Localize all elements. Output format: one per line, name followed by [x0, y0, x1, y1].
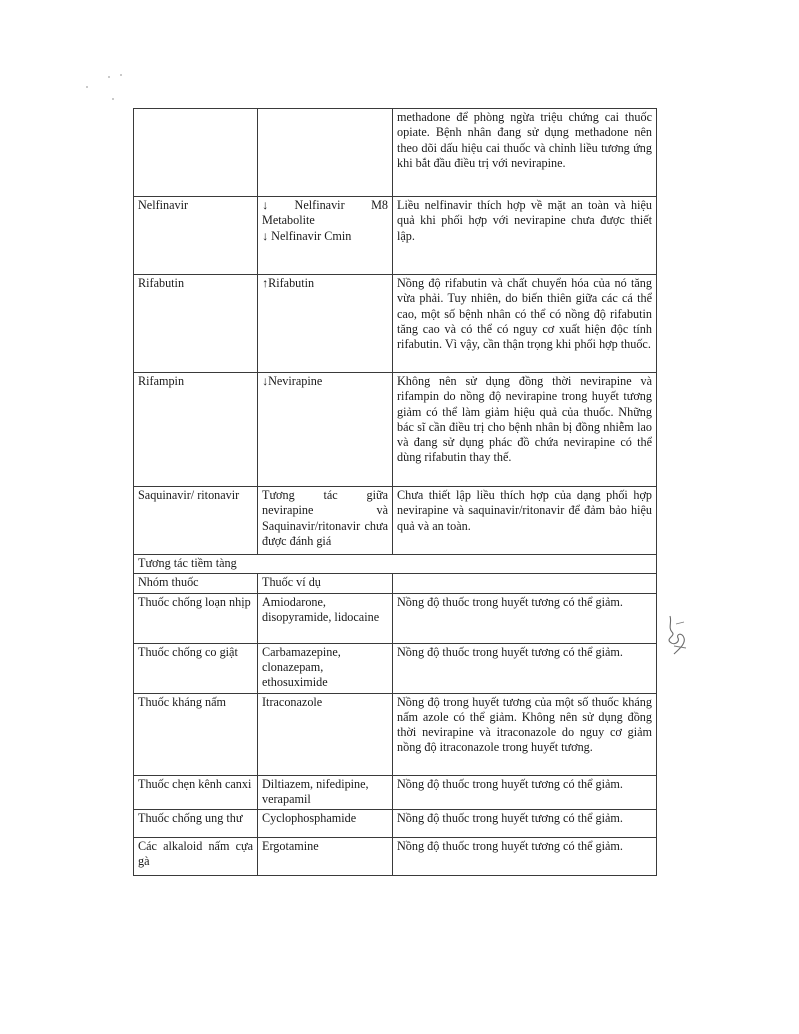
effect-cell	[258, 109, 393, 197]
drug-name-cell: Saquinavir/ ritonavir	[134, 487, 258, 555]
drug-class-cell: Thuốc chẹn kênh canxi	[134, 775, 258, 810]
effect-cell	[258, 197, 393, 275]
effect-line: ↑Rifabutin	[262, 276, 315, 290]
table-row	[134, 593, 657, 643]
comment-cell: Nồng độ thuốc trong huyết tương có thể giảm.	[393, 593, 657, 643]
drug-class-cell: Thuốc chống co giật	[134, 643, 258, 693]
group-header-comment	[393, 574, 657, 593]
table-row	[134, 693, 657, 775]
effect-line: ↓ Nelfinavir M8 Metabolite	[262, 198, 388, 228]
table-row	[134, 275, 657, 373]
drug-name-cell: Nelfinavir	[134, 197, 258, 275]
effect-line: Tương tác giữa nevirapine và Saquinavir/ritonavir chưa được đánh giá	[262, 488, 388, 548]
drug-class-cell: Các alkaloid nấm cựa gà	[134, 838, 258, 876]
group-header-drug-class: Nhóm thuốc	[134, 574, 258, 593]
table-row	[134, 487, 657, 555]
drug-class-cell: Thuốc chống ung thư	[134, 810, 258, 838]
scan-specks	[80, 70, 140, 110]
comment-cell: Nồng độ trong huyết tương của một số thuốc kháng nấm azole có thể giảm. Không nên sử dụng đồng thời nevirapine và itraconazole do nguy cơ giảm nồng độ itraconazole trong huyết tương.	[393, 693, 657, 775]
effect-cell	[258, 487, 393, 555]
comment-cell: Chưa thiết lập liều thích hợp của dạng phối hợp nevirapine và saquinavir/ritonavir để đảm bảo hiệu quả và an toàn.	[393, 487, 657, 555]
effect-line: ↓ Nelfinavir Cmin	[262, 228, 352, 243]
examples-cell: Diltiazem, nifedipine, verapamil	[258, 775, 393, 810]
drug-name-cell: Rifampin	[134, 373, 258, 487]
drug-class-cell: Thuốc kháng nấm	[134, 693, 258, 775]
drug-interaction-table	[133, 108, 657, 876]
table-row	[134, 810, 657, 838]
table-row	[134, 373, 657, 487]
comment-cell: Nồng độ thuốc trong huyết tương có thể giảm.	[393, 643, 657, 693]
table-row	[134, 109, 657, 197]
table-row	[134, 775, 657, 810]
signature-mark	[662, 612, 690, 657]
comment-cell: Liều nelfinavir thích hợp về mặt an toàn và hiệu quả khi phối hợp với nevirapine chưa được thiết lập.	[393, 197, 657, 275]
examples-cell: Itraconazole	[258, 693, 393, 775]
examples-cell: Cyclophosphamide	[258, 810, 393, 838]
drug-name-cell	[134, 109, 258, 197]
section-title: Tương tác tiềm tàng	[134, 555, 657, 574]
comment-cell: Nồng độ thuốc trong huyết tương có thể giảm.	[393, 775, 657, 810]
comment-cell: Nồng độ thuốc trong huyết tương có thể giảm.	[393, 810, 657, 838]
drug-name-cell: Rifabutin	[134, 275, 258, 373]
group-header-row	[134, 574, 657, 593]
comment-cell: Nồng độ thuốc trong huyết tương có thể giảm.	[393, 838, 657, 876]
table-row	[134, 197, 657, 275]
effect-cell	[258, 275, 393, 373]
comment-cell: Nồng độ rifabutin và chất chuyển hóa của nó tăng vừa phải. Tuy nhiên, do biến thiên giữa các cá thể cao, một số bệnh nhân có thể có nồng độ rifabutin tăng cao và có thể có nguy cơ xuất hiện độc tính rifabutin. Vì vậy, cần thận trọng khi phối hợp thuốc.	[393, 275, 657, 373]
comment-cell: methadone để phòng ngừa triệu chứng cai thuốc opiate. Bệnh nhân đang sử dụng methadone nên theo dõi dấu hiệu cai thuốc và chỉnh liều tương ứng khi bắt đầu điều trị với nevirapine.	[393, 109, 657, 197]
comment-cell: Không nên sử dụng đồng thời nevirapine và rifampin do nồng độ nevirapine trong huyết tương giảm có thể làm giảm hiệu quả của thuốc. Những bác sĩ cần điều trị cho bệnh nhân bị đồng nhiễm lao và đang sử dụng phác đồ chứa nevirapine có thể dùng rifabutin thay thế.	[393, 373, 657, 487]
examples-cell: Ergotamine	[258, 838, 393, 876]
table-row	[134, 643, 657, 693]
effect-cell	[258, 373, 393, 487]
group-header-examples: Thuốc ví dụ	[258, 574, 393, 593]
examples-cell: Amiodarone, disopyramide, lidocaine	[258, 593, 393, 643]
effect-line: ↓Nevirapine	[262, 374, 323, 388]
drug-class-cell: Thuốc chống loạn nhịp	[134, 593, 258, 643]
examples-cell: Carbamazepine, clonazepam, ethosuximide	[258, 643, 393, 693]
section-title-row	[134, 555, 657, 574]
table-row	[134, 838, 657, 876]
